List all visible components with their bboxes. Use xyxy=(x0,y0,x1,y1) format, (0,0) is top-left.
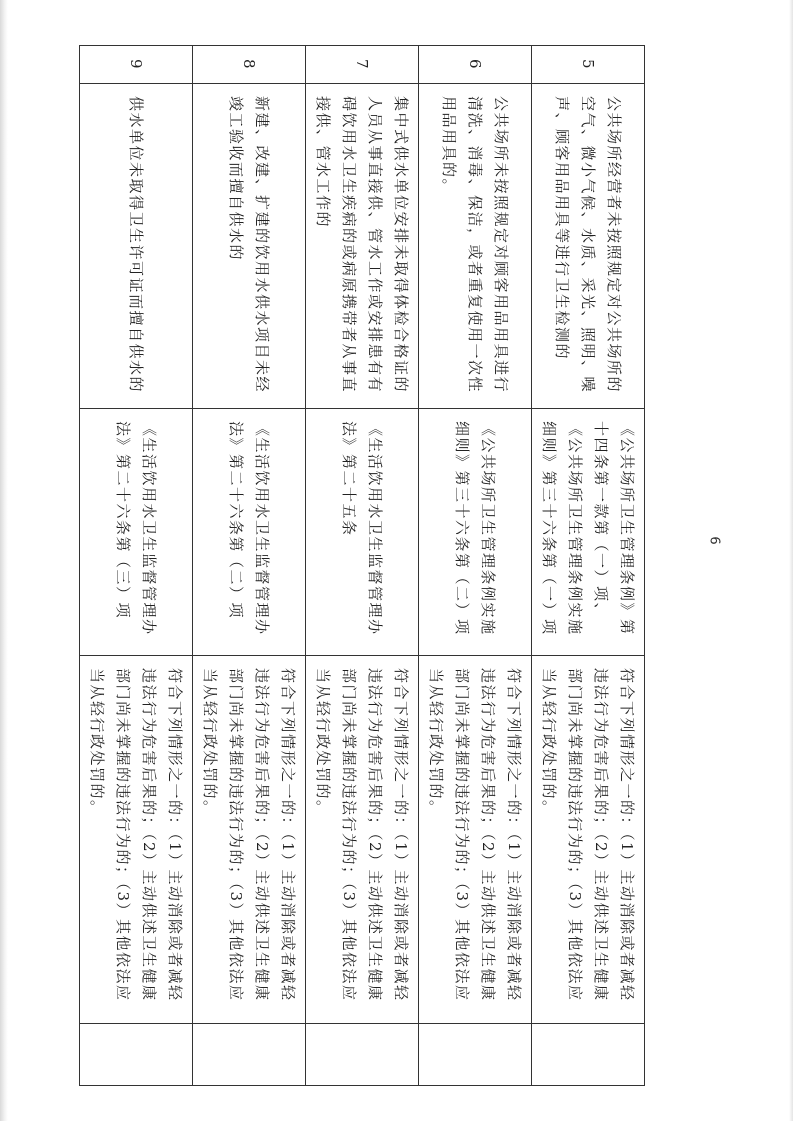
blank-cell xyxy=(306,1024,419,1086)
blank-cell xyxy=(532,1024,645,1086)
row-number: 6 xyxy=(419,46,532,84)
row-number: 5 xyxy=(532,46,645,84)
penalty-table xyxy=(79,45,645,1086)
violation-text: 公共场所未按照规定对顾客用品用具进行清洗、消毒、保洁，或者重复使用一次性用品用具的。 xyxy=(419,84,532,409)
row-number: 7 xyxy=(306,46,419,84)
table-row xyxy=(532,46,645,1086)
violation-text: 新建、改建、扩建的饮用水供水项目未经竣工验收而擅自供水的 xyxy=(193,84,306,409)
table-row xyxy=(419,46,532,1086)
document-sheet xyxy=(88,45,645,1085)
condition-text: 符合下列情形之一的：（1）主动消除或者减轻违法行为危害后果的；（2）主动供述卫生健康部门尚未掌握的违法行为的；（3）其他依法应当从轻行政处罚的。 xyxy=(306,656,419,1024)
violation-text: 集中式供水单位安排未取得体检合格证的人员从事直接供、管水工作或安排患有有碍饮用水卫生疾病的或病原携带者从事直接供、管水工作的 xyxy=(306,84,419,409)
row-number: 9 xyxy=(80,46,193,84)
blank-cell xyxy=(419,1024,532,1086)
condition-text: 符合下列情形之一的：（1）主动消除或者减轻违法行为危害后果的；（2）主动供述卫生健康部门尚未掌握的违法行为的；（3）其他依法应当从轻行政处罚的。 xyxy=(193,656,306,1024)
rotated-table-wrapper xyxy=(88,45,645,1085)
condition-text: 符合下列情形之一的：（1）主动消除或者减轻违法行为危害后果的；（2）主动供述卫生健康部门尚未掌握的违法行为的；（3）其他依法应当从轻行政处罚的。 xyxy=(532,656,645,1024)
scan-edge-left xyxy=(0,0,8,1121)
legal-basis-text: 《生活饮用水卫生监督管理办法》第二十六条第（二）项 xyxy=(193,409,306,656)
blank-cell xyxy=(193,1024,306,1086)
condition-text: 符合下列情形之一的：（1）主动消除或者减轻违法行为危害后果的；（2）主动供述卫生健康部门尚未掌握的违法行为的；（3）其他依法应当从轻行政处罚的。 xyxy=(419,656,532,1024)
violation-text: 供水单位未取得卫生许可证而擅自供水的 xyxy=(80,84,193,409)
table-row xyxy=(306,46,419,1086)
scan-edge-right xyxy=(789,0,793,1121)
row-number: 8 xyxy=(193,46,306,84)
legal-basis-text: 《公共场所卫生管理条例实施细则》第三十六条第（二）项 xyxy=(419,409,532,656)
condition-text: 符合下列情形之一的：（1）主动消除或者减轻违法行为危害后果的；（2）主动供述卫生健康部门尚未掌握的违法行为的；（3）其他依法应当从轻行政处罚的。 xyxy=(80,656,193,1024)
legal-basis-text: 《公共场所卫生管理条例》第十四条第一款第（一）项、《公共场所卫生管理条例实施细则》第三十六条第（一）项 xyxy=(532,409,645,656)
violation-text: 公共场所经营者未按照规定对公共场所的空气、微小气候、水质、采光、照明、噪声、顾客用品用具等进行卫生检测的 xyxy=(532,84,645,409)
legal-basis-text: 《生活饮用水卫生监督管理办法》第二十六条第（三）项 xyxy=(80,409,193,656)
legal-basis-text: 《生活饮用水卫生监督管理办法》第二十五条 xyxy=(306,409,419,656)
table-row xyxy=(80,46,193,1086)
blank-cell xyxy=(80,1024,193,1086)
table-row xyxy=(193,46,306,1086)
page-number: 6 xyxy=(706,536,722,545)
